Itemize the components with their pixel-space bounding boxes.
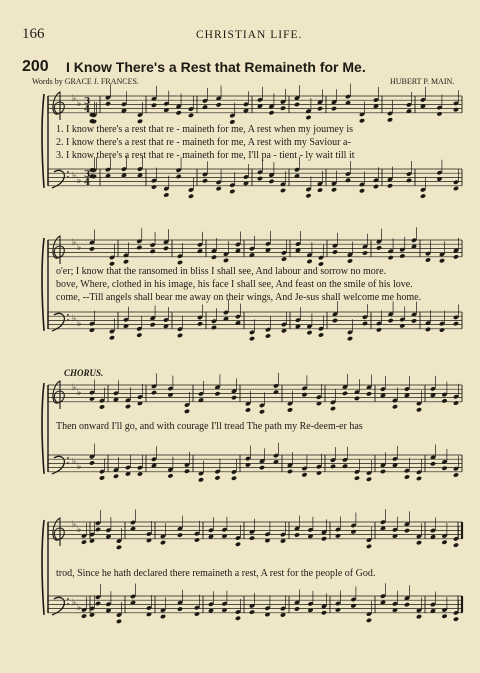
words-credit: Words by GRACE J. FRANCES. [32,77,139,86]
page-number: 166 [22,26,45,42]
svg-text:♭: ♭ [72,314,77,324]
hymn-number: 200 [22,58,49,75]
lyric-line: 1. I know there's a rest that re - maineth for me, A rest when my journey is [56,124,354,135]
svg-text:♭: ♭ [77,462,82,472]
svg-text:♭: ♭ [72,520,77,530]
svg-text:3: 3 [84,170,91,180]
svg-text:♭: ♭ [77,525,82,535]
svg-text:4: 4 [84,178,91,188]
hymn-title: I Know There's a Rest that Remaineth for Me. [66,59,366,75]
lyric-line: 3. I know there's a rest that re - maineth for me, I'll pa - tient - ly wait till it [56,150,355,161]
svg-text:3: 3 [84,97,91,107]
svg-text:♭: ♭ [77,176,82,186]
svg-text:♭: ♭ [72,457,77,467]
svg-text:♭: ♭ [77,603,82,613]
svg-text:♭: ♭ [77,319,82,329]
svg-text:♭: ♭ [72,598,77,608]
svg-text:♭: ♭ [72,238,77,248]
lyric-line: 2. I know there's a rest that re - maineth for me, A rest with my Saviour a- [56,137,351,148]
svg-text:4: 4 [84,105,91,115]
svg-text:♭: ♭ [77,243,82,253]
svg-text:♭: ♭ [77,388,82,398]
lyric-line: bove, Where, clothed in his image, his face I shall see, And feast on the smile of his love. [56,279,413,290]
lyric-line: come, --Till angels shall bear me away on their wings, And Je-sus shall welcome me home. [56,292,422,303]
svg-text:♭: ♭ [72,94,77,104]
lyric-line: trod, Since he hath declared there remaineth a rest, A rest for the people of God. [56,568,376,579]
svg-text:♭: ♭ [72,383,77,393]
lyric-line: Then onward I'll go, and with courage I'll tread The path my Re-deem-er has [56,421,363,432]
chorus-label: CHORUS. [64,368,104,378]
music-credit: HUBERT P. MAIN. [390,77,455,86]
svg-text:♭: ♭ [77,99,82,109]
lyric-line: o'er; I know that the ransomed in bliss I shall see, And labour and sorrow no more. [56,266,387,277]
svg-text:♭: ♭ [72,171,77,181]
running-head: CHRISTIAN LIFE. [196,29,303,41]
